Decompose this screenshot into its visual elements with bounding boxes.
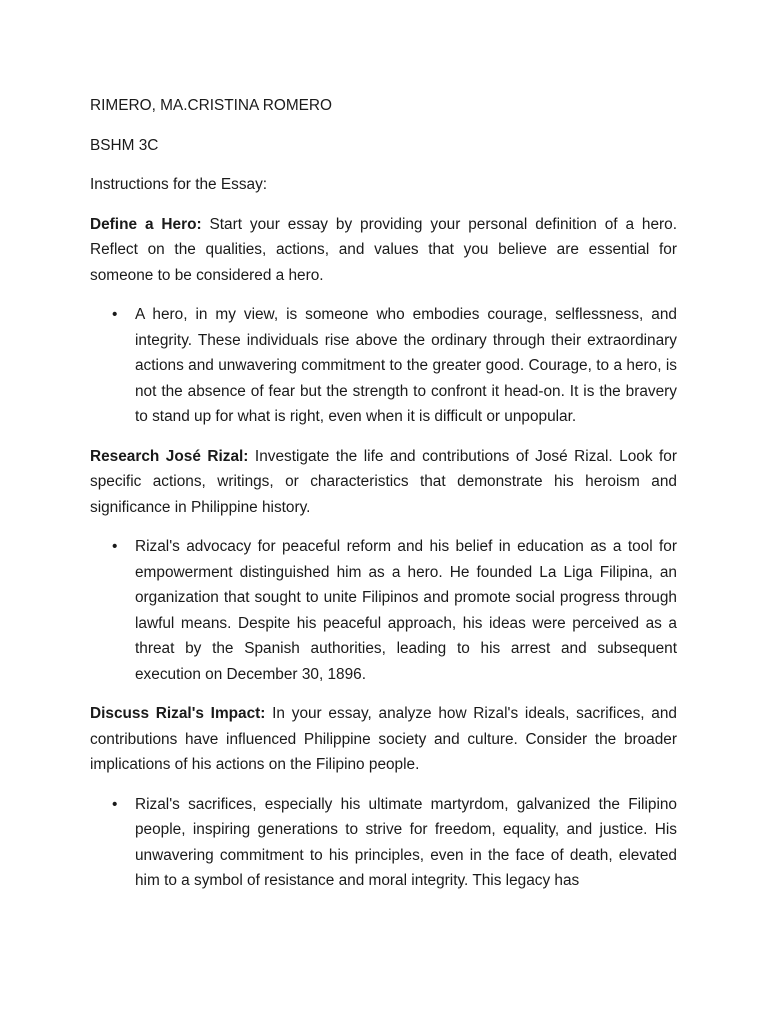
section-instruction: Start your essay by providing your personal definition of a hero. Reflect on the qualities, actions, and values that you believe are essential for someone to be considered a hero. [90, 215, 677, 284]
instructions-title: Instructions for the Essay: [90, 176, 268, 193]
section-research-rizal [90, 444, 677, 521]
section-discuss-impact [90, 701, 677, 778]
section-instruction: Investigate the life and contributions of José Rizal. Look for specific actions, writings, or characteristics that demonstrate his heroism and significance in Philippine history. [90, 447, 677, 516]
bullet-item [90, 302, 677, 430]
section-lead: Discuss Rizal's Impact: [90, 705, 266, 722]
student-name: RIMERO, MA.CRISTINA ROMERO [90, 97, 332, 114]
bullet-icon: • [112, 538, 118, 555]
bullet-text: Rizal's sacrifices, especially his ultimate martyrdom, galvanized the Filipino people, inspiring generations to strive for freedom, equality, and justice. His unwavering commitment to his principles, even in the face of death, elevated him to a symbol of resistance and moral integrity. This legacy has [135, 795, 677, 889]
document-page [90, 93, 677, 908]
section-instruction: In your essay, analyze how Rizal's ideals, sacrifices, and contributions have influenced Philippine society and culture. Consider the broader implications of his actions on the Filipino people. [90, 705, 677, 773]
student-section: BSHM 3C [90, 136, 159, 154]
bullet-text: Rizal's advocacy for peaceful reform and his belief in education as a tool for empowerment distinguished him as a hero. He founded La Liga Filipina, an organization that sought to unite Filipinos and promote social progress through lawful means. Despite his peaceful approach, his ideas were perceived as a threat by the Spanish authorities, leading to his arrest and subsequent execution on December 30, 1896. [135, 538, 677, 683]
bullet-icon: • [112, 306, 118, 323]
bullet-item [90, 534, 677, 687]
bullet-text: A hero, in my view, is someone who embodies courage, selflessness, and integrity. These individuals rise above the ordinary through their extraordinary actions and unwavering commitment to the greater good. Courage, to a hero, is not the absence of fear but the strength to confront it head-on. It is the bravery to stand up for what is right, even when it is difficult or unpopular. [135, 306, 677, 425]
section-lead: Define a Hero: [90, 215, 202, 233]
bullet-item [90, 792, 677, 894]
section-lead: Research José Rizal: [90, 447, 249, 465]
section-define-hero [90, 212, 677, 289]
bullet-icon: • [112, 795, 118, 813]
